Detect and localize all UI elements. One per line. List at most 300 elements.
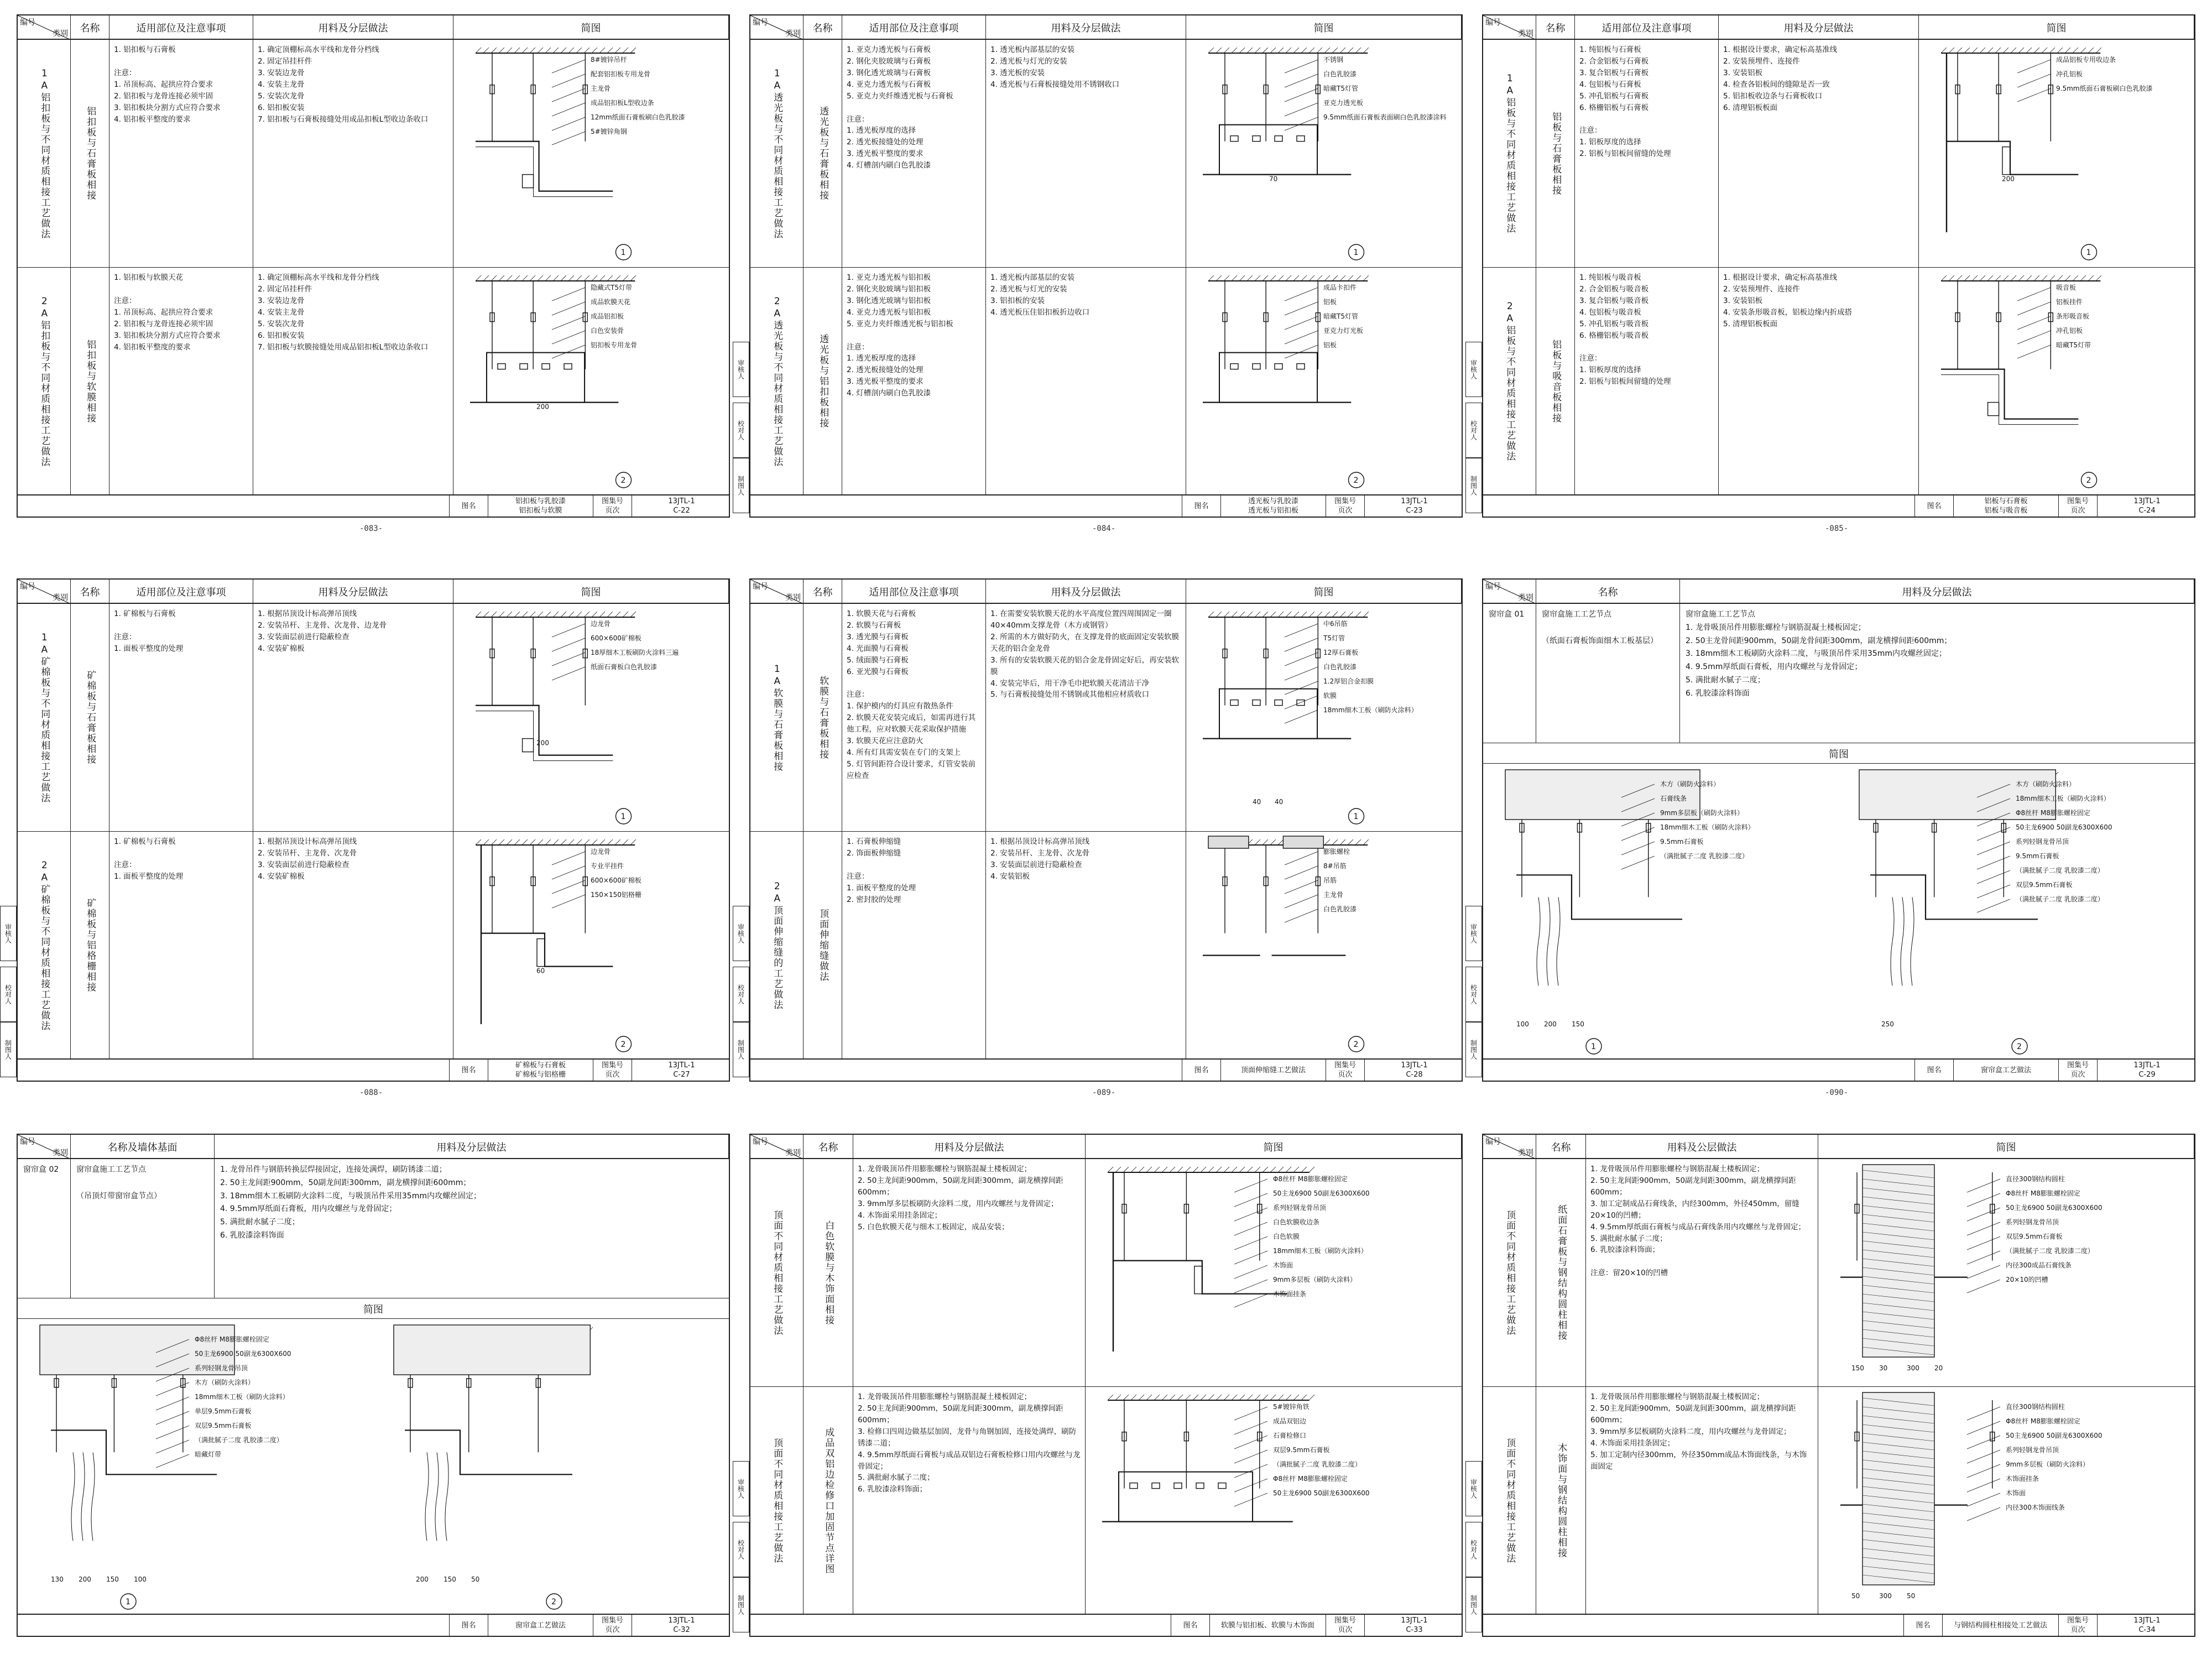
header-corner bbox=[750, 15, 804, 40]
header-name: 名称 bbox=[71, 15, 109, 40]
detail-sketch bbox=[1837, 764, 2194, 1060]
atlas-number: 13JTL-1 bbox=[1401, 1061, 1428, 1070]
row-sketch bbox=[453, 268, 729, 495]
row-method bbox=[986, 268, 1186, 495]
detail-sketch bbox=[1086, 1159, 1460, 1385]
detail-number: 1 bbox=[126, 1598, 131, 1606]
sketch-label: 双层9.5mm石膏板 bbox=[2006, 1233, 2063, 1240]
sketch-label: 成品铝扣板L型收边条 bbox=[591, 99, 654, 107]
detail-sketch bbox=[1483, 764, 1837, 1060]
row-method bbox=[986, 832, 1186, 1059]
detail-number: 2 bbox=[551, 1598, 556, 1606]
table-header bbox=[1483, 15, 2194, 40]
sketch-label: 单层9.5mm石膏板 bbox=[195, 1407, 252, 1415]
side-signoff-0: 审核人 bbox=[733, 342, 749, 397]
sketch-label: 9mm多层板（刷防火涂料） bbox=[1273, 1276, 1357, 1284]
sketch-label: 木饰面挂条 bbox=[2006, 1475, 2039, 1483]
row-method bbox=[1586, 1387, 1818, 1614]
header-name: 名称 bbox=[804, 580, 842, 604]
detail-sketch bbox=[1186, 832, 1460, 1057]
method-text: 1. 龙骨吸顶吊件用膨胀螺栓与钢筋混凝土楼板固定； 2. 50主龙间距900mm，50副龙间距300mm，副龙横撑间距600mm； 3. 加工定制成品石膏线条，内经300mm，外径450mm，留缝20×10的凹槽； 4. 9.5mm厚纸面石膏板与成品石膏线条用内攻螺丝与龙骨固定； 5. 满批耐水腻子二度； 6. 乳胶漆涂料饰面； 注意：留20×10的凹槽 bbox=[1590, 1165, 1806, 1278]
atlas-label: 图集号 bbox=[2067, 1061, 2089, 1070]
sketch-label: 木饰面 bbox=[2006, 1489, 2026, 1497]
scope-text: 1. 矿棉板与石膏板 注意： 1. 面板平整度的处理 bbox=[114, 609, 184, 653]
method-text: 1. 透光板内部基层的安装 2. 透光板与灯光的安装 3. 铝扣板的安装 4. 透光板压住铝扣板折边收口 bbox=[990, 273, 1090, 317]
sketch-label: 18厚细木工板刷防火涂料三遍 bbox=[591, 649, 679, 656]
sketch-label: 铝板 bbox=[1323, 341, 1337, 349]
title-block bbox=[1483, 1614, 2194, 1636]
sketch-section-title: 简图 bbox=[363, 1304, 383, 1316]
drawing-title bbox=[1220, 1060, 1326, 1082]
sketch-label: 白色软膜收边条 bbox=[1273, 1218, 1320, 1226]
row-name bbox=[1536, 1159, 1586, 1386]
scope-text: 1. 纯铝板与吸音板 2. 合金铝板与吸音板 3. 复合铝板与吸音板 4. 包铝板与吸音板 5. 冲孔铝板与吸音板 6. 格栅铝板与吸音板 注意： 1. 铝板厚度的选择 2. 铝板与铝板间留缝的处理 bbox=[1579, 273, 1671, 387]
detail-number: 2 bbox=[1353, 1040, 1359, 1049]
row-name bbox=[1536, 268, 1575, 495]
sketch-label: Φ8丝杆 M8膨胀螺栓固定 bbox=[195, 1335, 269, 1343]
row-method bbox=[853, 1387, 1086, 1614]
detail-number: 1 bbox=[620, 248, 626, 257]
page-label: 页次 bbox=[605, 1626, 620, 1634]
atlas-label: 图集号 bbox=[1334, 1616, 1356, 1625]
header-category: 类别 bbox=[1518, 593, 1533, 602]
side-signoff-2: 制图人 bbox=[1465, 458, 1482, 513]
title-block bbox=[750, 494, 1462, 517]
row-method bbox=[986, 40, 1186, 267]
footer-label-atlas bbox=[1326, 495, 1364, 518]
header-corner bbox=[1483, 1135, 1536, 1159]
table-header bbox=[750, 15, 1462, 40]
dimension-label: 130 bbox=[51, 1575, 64, 1583]
detail-sketch bbox=[453, 604, 728, 830]
header-scope: 适用部位及注意事项 bbox=[109, 580, 253, 604]
drawing-title-a: 铝扣板与乳胶漆 bbox=[515, 497, 566, 506]
name-text: 铝扣板与石膏板相接 bbox=[85, 106, 96, 201]
sketch-label: Φ8丝杆 M8膨胀螺栓固定 bbox=[1273, 1475, 1348, 1483]
sheet-code: C-27 bbox=[673, 1071, 690, 1079]
detail-row bbox=[1483, 1387, 2194, 1615]
row-name bbox=[71, 832, 109, 1059]
footer-label-name: 图名 bbox=[1903, 1615, 1942, 1637]
row-category bbox=[750, 268, 804, 495]
name-text: 铝板与吸音板相接 bbox=[1550, 339, 1562, 424]
row-method bbox=[253, 832, 453, 1059]
sketch-label: 成品铝扣板 bbox=[591, 312, 624, 320]
item-name-text: 窗帘盒施工工艺节点 （吊顶灯带窗帘盒节点） bbox=[76, 1165, 161, 1201]
sketch-label: 边龙骨 bbox=[591, 848, 611, 855]
sketch-label: 系列轻钢龙骨吊顶 bbox=[2006, 1446, 2059, 1454]
detail-row bbox=[750, 832, 1462, 1060]
detail-number: 2 bbox=[1353, 476, 1359, 485]
drawing-title-b: 透光板与铝扣板 bbox=[1248, 507, 1298, 515]
sketch-label: 12mm纸面石膏板刷白色乳胶漆 bbox=[591, 113, 685, 121]
sketch-label: 内径300成品石膏线条 bbox=[2006, 1261, 2072, 1269]
row-method bbox=[253, 268, 453, 495]
sheet-code: C-33 bbox=[1406, 1626, 1423, 1634]
footer-atlas-values bbox=[2097, 495, 2197, 518]
sketch-area bbox=[18, 1319, 729, 1615]
category-text: 1A铝板与不同材质相接工艺做法 bbox=[1504, 73, 1516, 234]
dimension-label: 30 bbox=[1879, 1364, 1888, 1372]
sketch-label: 5#镀锌角钢 bbox=[591, 128, 627, 135]
sketch-label: 50主龙6900 50副龙6300X600 bbox=[2006, 1204, 2103, 1212]
sketch-label: 暗藏灯带 bbox=[195, 1451, 222, 1458]
category-text: 顶面不同材质相接工艺做法 bbox=[1504, 1209, 1516, 1336]
detail-row bbox=[750, 40, 1462, 268]
item-name bbox=[71, 1159, 215, 1298]
side-signoff-2: 制图人 bbox=[1465, 1022, 1482, 1077]
row-name bbox=[804, 1159, 853, 1386]
header-scope: 适用部位及注意事项 bbox=[1575, 15, 1719, 40]
sketch-label: 木方（刷防火涂料） bbox=[2016, 780, 2076, 788]
page-label: 页次 bbox=[1338, 1071, 1353, 1079]
sketch-label: 成品铝板专用收边条 bbox=[2056, 56, 2116, 64]
detail-row bbox=[750, 604, 1462, 832]
drawing-sheet bbox=[737, 14, 1463, 518]
detail-sketch bbox=[1186, 604, 1460, 830]
detail-sketch bbox=[18, 1319, 372, 1615]
header-corner bbox=[18, 15, 71, 40]
sketch-label: 18mm细木工板（刷防火涂料） bbox=[2016, 795, 2110, 802]
drawing-sheet bbox=[737, 1134, 1463, 1637]
side-signoff-1: 校对人 bbox=[1465, 967, 1482, 1022]
category-text: 顶面不同材质相接工艺做法 bbox=[771, 1437, 783, 1564]
name-text: 铝板与石膏板相接 bbox=[1550, 111, 1562, 196]
detail-number: 1 bbox=[620, 812, 626, 821]
sheet-code: C-34 bbox=[2138, 1626, 2156, 1634]
atlas-number: 13JTL-1 bbox=[668, 1616, 695, 1625]
header-no: 编号 bbox=[753, 18, 768, 27]
item-method-text: 1. 龙骨吊件与钢筋转换层焊接固定，连接处满焊，刷防锈漆二道； 2. 50主龙间距900mm，50副龙间距300mm，副龙横撑间距600mm； 3. 18mm细木工板刷防火涂料二度，与吸顶吊件采用35mm内攻螺丝固定； 4. 9.5mm厚纸面石膏板，用内攻螺丝与龙骨固定； 5. 满批耐水腻子二度； 6. 乳胶漆涂料饰面 bbox=[220, 1165, 481, 1240]
header-no: 编号 bbox=[20, 1138, 35, 1146]
atlas-label: 图集号 bbox=[1334, 1061, 1356, 1070]
header-corner bbox=[750, 1135, 804, 1159]
method-text: 1. 根据设计要求，确定标高基准线 2. 安装预埋件、连接件 3. 安装铝板 4. 安装条形吸音板，铝板边缘内折成搭 5. 清理铝板板面 bbox=[1723, 273, 1853, 328]
name-text: 铝扣板与软膜相接 bbox=[85, 339, 96, 424]
row-name bbox=[1536, 40, 1575, 267]
atlas-number: 13JTL-1 bbox=[668, 497, 695, 506]
sketch-label: 18mm细木工板（刷防火涂料） bbox=[1273, 1247, 1368, 1255]
header-category: 类别 bbox=[53, 29, 68, 38]
title-block bbox=[750, 1614, 1462, 1636]
sketch-label: 成品软膜天花 bbox=[591, 298, 631, 306]
title-block bbox=[750, 1058, 1462, 1081]
drawing-sheet bbox=[4, 578, 730, 1082]
header-sketch: 简图 bbox=[453, 15, 729, 40]
drawing-title-a: 与钢结构圆柱相接处工艺做法 bbox=[1953, 1621, 2047, 1630]
method-text: 1. 龙骨吸顶吊件用膨胀螺栓与钢筋混凝土楼板固定； 2. 50主龙间距900mm，50副龙间距300mm，副龙横撑间距600mm； 3. 9mm厚多层板刷防火涂料二度，用内攻螺丝与龙骨固定； 4. 木饰面采用挂条固定； 5. 加工定制内径300mm，外径350mm成品木饰面线条，与木饰面固定 bbox=[1590, 1392, 1807, 1471]
header-name: 名称及墙体基面 bbox=[71, 1135, 215, 1159]
category-text: 1A透光板与不同材质相接工艺做法 bbox=[771, 67, 783, 239]
sketch-label: （满批腻子二度 乳胶漆二度） bbox=[1273, 1460, 1361, 1468]
sketch-label: 主龙骨 bbox=[1323, 891, 1344, 899]
sketch-label: 9mm多层板（刷防火涂料） bbox=[2006, 1460, 2090, 1468]
drawing-sheet bbox=[737, 578, 1463, 1082]
detail-number: 2 bbox=[620, 476, 626, 485]
sketch-label: 600×600矿棉板 bbox=[591, 877, 641, 884]
footer-atlas-values bbox=[1364, 1060, 1464, 1082]
table-header bbox=[18, 1135, 729, 1159]
sketch-label: 主龙骨 bbox=[591, 85, 611, 92]
side-signoff-1: 校对人 bbox=[733, 1522, 749, 1577]
row-sketch bbox=[453, 832, 729, 1059]
sketch-label: T5灯管 bbox=[1323, 634, 1345, 642]
row-sketch bbox=[1919, 268, 2194, 495]
scope-text: 1. 石膏板伸缩缝 2. 饰面板伸缩缝 注意： 1. 面板平整度的处理 2. 密封胶的处理 bbox=[847, 837, 916, 904]
drawing-title-b: 铝扣板与软膜 bbox=[519, 507, 562, 515]
footer-label-atlas bbox=[2058, 1060, 2097, 1082]
header-method: 用料及分层做法 bbox=[1680, 580, 2194, 604]
sketch-label: 配套铝扣板专用龙骨 bbox=[591, 70, 651, 78]
drawing-title bbox=[488, 1615, 593, 1637]
page-number: -090- bbox=[1825, 1088, 1849, 1097]
item-method bbox=[215, 1159, 729, 1298]
method-text: 1. 确定顶棚标高水平线和龙骨分档线 2. 固定吊挂杆件 3. 安装边龙骨 4. 安装主龙骨 5. 安装次龙骨 6. 铝扣板安装 7. 铝扣板与石膏板接缝处用成品扣板L型收边条收口 bbox=[258, 45, 429, 124]
drawing-title bbox=[1942, 1615, 2058, 1637]
header-method: 用料及分层做法 bbox=[215, 1135, 729, 1159]
drawing-title-b: 铝板与吸音板 bbox=[1984, 507, 2028, 515]
header-category: 类别 bbox=[785, 1149, 801, 1157]
row-name bbox=[804, 604, 842, 831]
scope-text: 1. 软膜天花与石膏板 2. 软膜与石膏板 3. 透光膜与石膏板 4. 光面膜与石膏板 5. 绒面膜与石膏板 6. 亚光膜与石膏板 注意： 1. 保护模内的灯具应有散热条件 2. 软膜天花安装完成后，如需再进行其他工程，应对软膜天花采取保护措施 3. 软膜天花应注意防火 4. 所有灯具需安装在专门的支架上 5. 灯管间距符合设计要求，灯管安装前应检查 bbox=[847, 609, 976, 780]
sketch-label: 50主龙6900 50副龙6300X600 bbox=[2016, 823, 2112, 831]
item-number-text: 窗帘盒 02 bbox=[23, 1165, 59, 1174]
dimension-label: 100 bbox=[1516, 1020, 1529, 1028]
page-label: 页次 bbox=[2070, 1626, 2085, 1634]
sketch-area bbox=[1483, 764, 2194, 1060]
footer-label-name: 图名 bbox=[449, 1615, 488, 1637]
sketch-label: （满批腻子二度 乳胶漆二度） bbox=[195, 1436, 283, 1444]
header-corner bbox=[18, 580, 71, 604]
row-scope bbox=[842, 832, 986, 1059]
row-method bbox=[1586, 1159, 1818, 1386]
sketch-label: Φ8丝杆 M8膨胀螺栓固定 bbox=[2006, 1190, 2080, 1197]
dimension-label: 150 bbox=[444, 1575, 456, 1583]
row-category bbox=[750, 1387, 804, 1614]
sketch-label: 石膏检修口 bbox=[1273, 1432, 1307, 1439]
footer-label-atlas bbox=[1326, 1060, 1364, 1082]
sketch-label: 专业平挂件 bbox=[591, 862, 624, 870]
footer-label-name: 图名 bbox=[1914, 1060, 1953, 1082]
sketch-label: 暗藏T5灯管 bbox=[1323, 85, 1358, 92]
detail-sketch bbox=[1818, 1387, 2193, 1613]
drawing-title bbox=[1953, 495, 2058, 518]
sketch-label: 50主龙6900 50副龙6300X600 bbox=[195, 1350, 291, 1358]
footer-atlas-values bbox=[632, 1615, 731, 1637]
sketch-label: 18mm细木工板（刷防火涂料） bbox=[1660, 823, 1755, 831]
row-name bbox=[71, 40, 109, 267]
footer-label-atlas bbox=[593, 1615, 632, 1637]
sketch-label: 纸面石膏板白色乳胶漆 bbox=[591, 663, 658, 671]
item-number bbox=[1483, 604, 1536, 743]
category-text: 1A铝扣板与不同材质相接工艺做法 bbox=[39, 67, 50, 239]
sketch-label: 木饰面 bbox=[1273, 1261, 1293, 1269]
sketch-label: 9.5mm石膏板 bbox=[1660, 838, 1704, 846]
category-text: 2A铝扣板与不同材质相接工艺做法 bbox=[39, 295, 50, 467]
drawing-sheet bbox=[17, 14, 730, 518]
dimension-label: 150 bbox=[1572, 1020, 1584, 1028]
name-text: 矿棉板与石膏板相接 bbox=[85, 670, 96, 765]
sketch-label: 铝板挂件 bbox=[2056, 298, 2083, 306]
row-method bbox=[253, 604, 453, 831]
drawing-title bbox=[1220, 495, 1326, 518]
row-sketch bbox=[1186, 604, 1462, 831]
sketch-label: 成品卡扣件 bbox=[1323, 284, 1357, 291]
drawing-title bbox=[488, 495, 593, 518]
method-text: 1. 根据吊顶设计标高弹吊顶线 2. 安装吊杆、主龙骨、次龙骨、边龙骨 3. 安装面层前进行隐蔽检查 4. 安装矿棉板 bbox=[258, 609, 387, 653]
row-name bbox=[1536, 1387, 1586, 1614]
drawing-title-a: 窗帘盒工艺做法 bbox=[1980, 1066, 2031, 1074]
row-category bbox=[750, 40, 804, 267]
sketch-label: 暗藏T5灯管 bbox=[1323, 312, 1358, 320]
header-method: 用料及分层做法 bbox=[853, 1135, 1086, 1159]
footer-label-atlas bbox=[2058, 1615, 2097, 1637]
dimension-label: 150 bbox=[106, 1575, 119, 1583]
side-signoff-0: 审核人 bbox=[1465, 906, 1482, 961]
row-name bbox=[804, 268, 842, 495]
drawing-title-a: 顶面伸缩缝工艺做法 bbox=[1240, 1066, 1306, 1074]
header-scope: 适用部位及注意事项 bbox=[842, 15, 986, 40]
sketch-label: 50主龙6900 50副龙6300X600 bbox=[1273, 1190, 1370, 1197]
row-scope bbox=[109, 40, 253, 267]
category-text: 2A铝板与不同材质相接工艺做法 bbox=[1504, 301, 1516, 462]
sketch-label: 石膏线条 bbox=[1660, 795, 1687, 802]
footer-atlas-values bbox=[632, 495, 731, 518]
dimension-label: 300 bbox=[1907, 1364, 1919, 1372]
table-header bbox=[18, 15, 729, 40]
row-sketch bbox=[1818, 1159, 2194, 1386]
drawing-title bbox=[1953, 1060, 2058, 1082]
header-corner bbox=[750, 580, 804, 604]
header-name: 名称 bbox=[1536, 1135, 1586, 1159]
detail-row bbox=[750, 1159, 1462, 1387]
name-text: 矿棉板与铝格栅相接 bbox=[85, 898, 96, 993]
dimension-label: 40 bbox=[1275, 798, 1284, 806]
drawing-title-a: 透光板与乳胶漆 bbox=[1248, 497, 1298, 506]
header-method: 用料及分层做法 bbox=[1719, 15, 1919, 40]
header-no: 编号 bbox=[20, 582, 35, 591]
sketch-label: 8#吊筋 bbox=[1323, 862, 1347, 870]
footer-label-atlas bbox=[2058, 495, 2097, 518]
name-text: 纸面石膏板与钢结构圆柱相接 bbox=[1556, 1204, 1567, 1341]
sketch-section-title: 简图 bbox=[1829, 749, 1849, 760]
side-signoff-0: 审核人 bbox=[733, 906, 749, 961]
name-text: 成品双铝边检修口加固节点详图 bbox=[823, 1427, 834, 1574]
table-header bbox=[750, 580, 1462, 604]
side-signoff-1: 校对人 bbox=[1465, 403, 1482, 458]
header-method: 用料及分层做法 bbox=[986, 580, 1186, 604]
detail-row bbox=[1483, 40, 2194, 268]
footer-label-name: 图名 bbox=[1171, 1615, 1209, 1637]
footer-label-name: 图名 bbox=[449, 495, 488, 518]
sketch-label: 50主龙6900 50副龙6300X600 bbox=[2006, 1432, 2103, 1439]
header-category: 类别 bbox=[1518, 1149, 1533, 1157]
row-method bbox=[853, 1159, 1086, 1386]
atlas-label: 图集号 bbox=[601, 497, 623, 506]
header-sketch: 简图 bbox=[1186, 15, 1462, 40]
dimension-label: 40 bbox=[1253, 798, 1261, 806]
sketch-label: 吸音板 bbox=[2056, 284, 2077, 291]
row-sketch bbox=[1086, 1387, 1462, 1614]
sketch-label: 白色软膜 bbox=[1273, 1233, 1300, 1240]
sheet-code: C-22 bbox=[673, 507, 690, 515]
header-name: 名称 bbox=[1536, 15, 1575, 40]
sketch-label: 白色乳胶漆 bbox=[1323, 905, 1357, 913]
sketch-label: 600×600矿棉板 bbox=[591, 634, 641, 642]
header-category: 类别 bbox=[785, 593, 801, 602]
sketch-label: 系列轻钢龙骨吊顶 bbox=[2006, 1218, 2059, 1226]
header-no: 编号 bbox=[20, 18, 35, 27]
side-signoff-1: 校对人 bbox=[1465, 1522, 1482, 1577]
sketch-label: 吊筋 bbox=[1323, 877, 1337, 884]
table-header bbox=[1483, 580, 2194, 604]
row-category bbox=[750, 604, 804, 831]
row-category bbox=[18, 832, 71, 1059]
detail-row bbox=[1483, 268, 2194, 495]
scope-text: 1. 亚克力透光板与石膏板 2. 钢化夹胶玻璃与石膏板 3. 钢化透光玻璃与石膏板 4. 亚克力透光板与石膏板 5. 亚克力夹纤维透光板与石膏板 注意： 1. 透光板厚度的选择 2. 透光板接缝处的处理 3. 透光板平整度的要求 4. 灯槽剖内刷白色乳胶漆 bbox=[847, 45, 953, 170]
footer-label-atlas bbox=[1326, 1615, 1364, 1637]
header-name: 名称 bbox=[71, 580, 109, 604]
atlas-label: 图集号 bbox=[601, 1616, 623, 1625]
side-signoff-0: 审核人 bbox=[0, 906, 17, 961]
drawing-title-a: 矿棉板与石膏板 bbox=[515, 1061, 566, 1070]
sketch-label: 亚克力灯光板 bbox=[1323, 327, 1364, 335]
title-block bbox=[18, 1614, 729, 1636]
sketch-label: 直径300钢结构圆柱 bbox=[2006, 1403, 2065, 1411]
header-sketch: 简图 bbox=[453, 580, 729, 604]
detail-sketch bbox=[1186, 40, 1460, 265]
detail-sketch bbox=[453, 268, 728, 493]
table-header bbox=[750, 1135, 1462, 1159]
sketch-label: 冲孔铝板 bbox=[2056, 327, 2083, 335]
detail-sketch bbox=[1086, 1387, 1460, 1613]
atlas-number: 13JTL-1 bbox=[1401, 1616, 1428, 1625]
sketch-label: 双层9.5mm石膏板 bbox=[2016, 881, 2073, 889]
dimension-label: 150 bbox=[1851, 1364, 1864, 1372]
drawing-title-b: 矿棉板与铝格栅 bbox=[515, 1071, 566, 1079]
drawing-title bbox=[1209, 1615, 1326, 1637]
side-signoff-0: 审核人 bbox=[1465, 342, 1482, 397]
sketch-label: 成品双铝边 bbox=[1273, 1417, 1307, 1425]
detail-row bbox=[18, 268, 729, 495]
sketch-label: （满批腻子二度 乳胶漆二度） bbox=[2006, 1247, 2094, 1255]
title-block bbox=[1483, 1058, 2194, 1081]
category-text: 2A矿棉板与不同材质相接工艺做法 bbox=[39, 859, 50, 1031]
detail-row bbox=[1483, 604, 2194, 743]
side-signoff-1: 校对人 bbox=[733, 967, 749, 1022]
atlas-label: 图集号 bbox=[2067, 1616, 2089, 1625]
header-name: 名称 bbox=[804, 1135, 853, 1159]
row-category bbox=[18, 40, 71, 267]
sketch-label: （满批腻子二度 乳胶漆二度） bbox=[2016, 895, 2104, 903]
dimension-label: 100 bbox=[134, 1575, 147, 1583]
sketch-label: 9mm多层板（刷防火涂料） bbox=[1660, 809, 1744, 817]
row-category bbox=[750, 1159, 804, 1386]
sketch-label: 膨胀螺栓 bbox=[1323, 848, 1350, 855]
method-text: 1. 龙骨吸顶吊件用膨胀螺栓与钢筋混凝土楼板固定； 2. 50主龙间距900mm，50副龙间距300mm，副龙横撑间距600mm； 3. 9mm厚多层板刷防火涂料二度，用内攻螺丝与龙骨固定； 4. 木饰面采用挂条固定； 5. 白色软膜天花与细木工板固定，成品安装； bbox=[858, 1165, 1063, 1232]
category-text: 1A软膜与石膏板相接 bbox=[771, 663, 783, 772]
row-scope bbox=[109, 604, 253, 831]
detail-row bbox=[750, 1387, 1462, 1615]
detail-row bbox=[18, 1159, 729, 1298]
sketch-label: 木方（刷防火涂料） bbox=[1660, 780, 1720, 788]
scope-text: 1. 纯铝板与石膏板 2. 合金铝板与石膏板 3. 复合铝板与石膏板 4. 包铝板与石膏板 5. 冲孔铝板与石膏板 6. 格栅铝板与石膏板 注意： 1. 铝板厚度的选择 2. 铝板与铝板间留缝的处理 bbox=[1579, 45, 1671, 159]
sketch-label: 150×150铝格栅 bbox=[591, 891, 641, 899]
row-scope bbox=[842, 604, 986, 831]
sketch-label: 直径300钢结构圆柱 bbox=[2006, 1175, 2065, 1183]
sketch-label: Φ8丝杆 M8膨胀螺栓固定 bbox=[2016, 809, 2090, 817]
header-method: 用料及分层做法 bbox=[253, 580, 453, 604]
